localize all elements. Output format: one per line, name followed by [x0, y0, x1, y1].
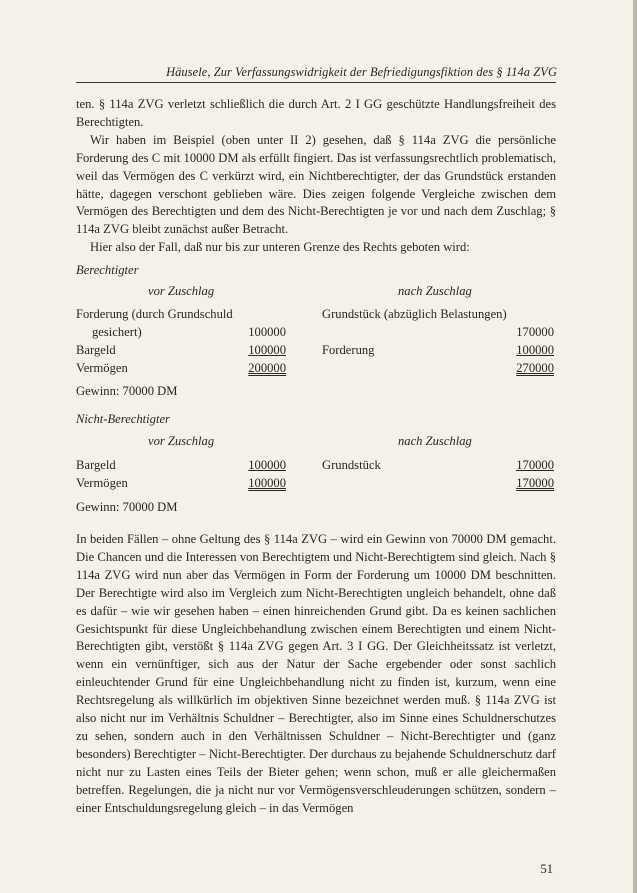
paragraph-2: Wir haben im Beispiel (oben unter II 2) gesehen, daß § 114a ZVG die persönliche Forderung des C mit 10000 DM als erfüllt fingiert. Das ist verfassungsrechtlich problematisch, weil das Vermögen des C verkürzt wird, ein Nichtberechtigter, der das Grundstück erstanden hätte, dagegen verschont geblieben wäre. Dies zeigen folgende Vergleiche zwischen dem Vermögen des Berechtigten und dem des Nicht-Berechtigten je vor und nach dem Zuschlag; § 114a ZVG bleibt zunächst außer Betracht. [76, 132, 556, 237]
after-row-label: Forderung [322, 343, 375, 357]
before-row-label: Bargeld [76, 343, 116, 357]
berechtigter-before-heading: vor Zuschlag [148, 284, 215, 298]
after-row-value: 170000 [516, 476, 554, 490]
before-row-value: 200000 [248, 361, 286, 375]
before-row-value: 100000 [248, 476, 286, 490]
before-row-label: Vermögen [76, 361, 128, 375]
berechtigter-gain: Gewinn: 70000 DM [76, 384, 178, 398]
before-row-label: gesichert) [92, 325, 142, 339]
scan-edge [633, 0, 637, 893]
paragraph-1: ten. § 114a ZVG verletzt schließlich die durch Art. 2 I GG geschützte Handlungsfreiheit des Berechtigten. [76, 97, 556, 129]
nicht-berechtigter-label: Nicht-Berechtigter [76, 412, 170, 426]
nicht-berechtigter-before-heading: vor Zuschlag [148, 434, 215, 448]
after-row-value: 170000 [516, 325, 554, 339]
nicht-berechtigter-gain: Gewinn: 70000 DM [76, 500, 178, 514]
running-head: Häusele, Zur Verfassungswidrigkeit der Befriedigungsfiktion des § 114a ZVG [166, 65, 557, 79]
paragraph-4: In beiden Fällen – ohne Geltung des § 114a ZVG – wird ein Gewinn von 70000 DM gemacht. Die Chancen und die Interessen von Berechtigtem und Nicht-Berechtigtem sind gleich. Nach § 114a ZVG wird nun aber das Vermögen in Form der Forderung um 10000 DM beschnitten. Der Berechtigte wird also im Vergleich zum Nicht-Berechtigten ungleich behandelt, ohne daß es dafür – wie wir gesehen haben – einen hinreichenden Grund gibt. Da es keinen sachlichen Gesichtspunkt für diese Ungleichbehandlung zwischen einem Berechtigten und einem Nicht-Berechtigten gibt, verstößt § 114a ZVG gegen Art. 3 I GG. Der Gleichheitssatz ist verletzt, wenn ein vernünftiger, sich aus der Natur der Sache ergebender oder sonst sachlich einleuchtender Grund für eine Ungleichbehandlung nicht zu finden ist, kurzum, wenn eine Rechtsregelung als willkürlich im objektiven Sinne bezeichnet werden muß. § 114a ZVG ist also nicht nur im Verhältnis Schuldner – Berechtigter, also im Sinne eines Schuldnerschutzes zu sehen, sondern auch in den Verhältnissen Schuldner – Nicht-Berechtigter und (ganz besonders) Berechtigter – Nicht-Berechtigter. Der durchaus zu bejahende Schuldnerschutz darf nicht nur zu Lasten eines Teils der Bieter gehen; wenn schon, muß er alle gleichermaßen betreffen. Regelungen, die ja nicht nur vor Vermögensverschleuderungen schützen, sondern – einer Entschuldungsregelung gleich – in das Vermögen [76, 532, 556, 815]
before-row-label: Vermögen [76, 476, 128, 490]
after-row-label: Grundstück (abzüglich Belastungen) [322, 307, 507, 321]
before-row-value: 100000 [248, 458, 286, 472]
before-row-value: 100000 [248, 343, 286, 357]
after-row-value: 100000 [516, 343, 554, 357]
conclusion-text [76, 531, 556, 818]
page-number: 51 [540, 862, 553, 876]
before-row-label: Forderung (durch Grundschuld [76, 307, 233, 321]
after-row-label: Grundstück [322, 458, 381, 472]
nicht-berechtigter-after-heading: nach Zuschlag [398, 434, 472, 448]
berechtigter-label: Berechtigter [76, 263, 139, 277]
paragraph-3: Hier also der Fall, daß nur bis zur unteren Grenze des Rechts geboten wird: [90, 240, 470, 255]
after-row-value: 270000 [516, 361, 554, 375]
after-row-value: 170000 [516, 458, 554, 472]
before-row-value: 100000 [248, 325, 286, 339]
before-row-label: Bargeld [76, 458, 116, 472]
intro-text [76, 96, 556, 257]
header-rule [76, 82, 556, 83]
berechtigter-after-heading: nach Zuschlag [398, 284, 472, 298]
